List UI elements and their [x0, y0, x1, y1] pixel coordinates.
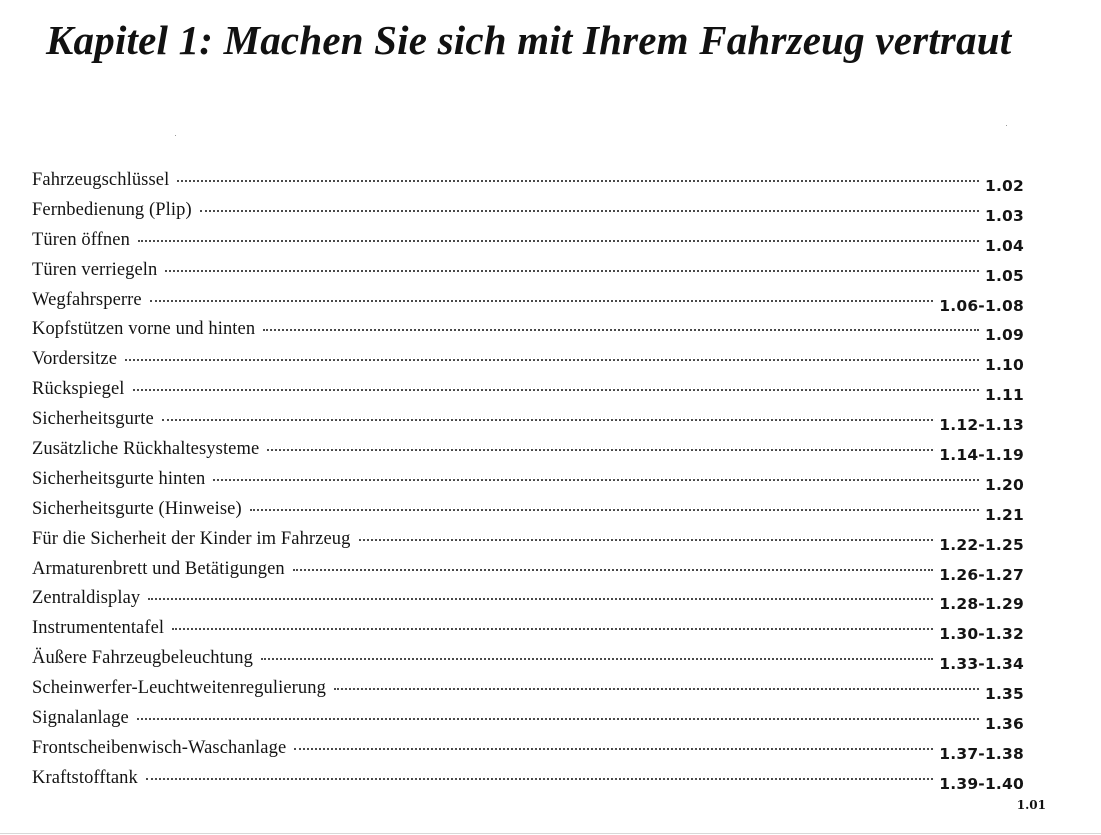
toc-entry-label: Äußere Fahrzeugbeleuchtung — [32, 648, 253, 669]
dot-leader — [334, 688, 979, 690]
toc-entry-page: 1.04 — [984, 236, 1024, 255]
scan-speck — [1006, 125, 1007, 126]
scan-edge — [0, 833, 1101, 834]
toc-entry — [32, 196, 1024, 226]
dot-leader — [165, 270, 979, 272]
dot-leader — [150, 300, 934, 302]
toc-entry-label: Zusätzliche Rückhaltesysteme — [32, 439, 260, 460]
toc-entry-label: Armaturenbrett und Betätigungen — [32, 558, 285, 579]
toc-entry-label: Kraftstofftank — [32, 767, 138, 788]
dot-leader — [133, 389, 979, 391]
toc-entry-label: Kopfstützen vorne und hinten — [32, 319, 256, 340]
dot-leader — [250, 509, 979, 511]
toc-entry-page: 1.33-1.34 — [939, 655, 1024, 674]
toc-entry — [32, 614, 1024, 644]
toc-entry-page: 1.09 — [984, 326, 1024, 345]
toc-entry-label: Sicherheitsgurte (Hinweise) — [32, 498, 242, 519]
toc-entry — [32, 286, 1024, 316]
toc-entry — [32, 525, 1024, 555]
toc-entry-page: 1.39-1.40 — [939, 774, 1024, 793]
dot-leader — [200, 210, 979, 212]
toc-entry-page: 1.10 — [984, 356, 1024, 375]
toc-entry — [32, 435, 1024, 465]
toc-entry — [32, 405, 1024, 435]
dot-leader — [162, 419, 933, 421]
toc-entry-page: 1.37-1.38 — [939, 744, 1024, 763]
toc-entry — [32, 555, 1024, 585]
toc-entry — [32, 674, 1024, 704]
dot-leader — [263, 329, 979, 331]
toc-entry-label: Fahrzeugschlüssel — [32, 170, 170, 190]
toc-entry-page: 1.03 — [984, 206, 1024, 225]
dot-leader — [359, 539, 934, 541]
toc-entry-label: Zentraldisplay — [32, 588, 141, 609]
toc-entry — [32, 734, 1024, 764]
toc-entry-label: Scheinwerfer-Leuchtweitenregulierung — [32, 678, 326, 699]
toc-entry-label: Sicherheitsgurte — [32, 409, 154, 430]
toc-entry — [32, 465, 1024, 495]
toc-entry-label: Vordersitze — [32, 349, 118, 370]
dot-leader — [294, 748, 933, 750]
dot-leader — [172, 628, 933, 630]
dot-leader — [125, 359, 979, 361]
toc-entry — [32, 764, 1024, 794]
toc-entry-page: 1.11 — [984, 386, 1024, 405]
toc-entry-label: Türen öffnen — [32, 229, 130, 250]
toc-entry-label: Frontscheibenwisch-Waschanlage — [32, 737, 287, 758]
toc-entry — [32, 315, 1024, 345]
dot-leader — [213, 479, 979, 481]
dot-leader — [137, 718, 979, 720]
toc-entry-label: Wegfahrsperre — [32, 289, 142, 310]
toc-entry-label: Instrumententafel — [32, 618, 165, 639]
toc-entry-page: 1.28-1.29 — [939, 595, 1024, 614]
dot-leader — [148, 598, 933, 600]
toc-entry-page: 1.20 — [984, 475, 1024, 494]
toc-entry-label: Sicherheitsgurte hinten — [32, 468, 206, 489]
toc-entry-page: 1.21 — [984, 505, 1024, 524]
dot-leader — [267, 449, 933, 451]
toc-entry — [32, 226, 1024, 256]
dot-leader — [293, 569, 933, 571]
toc-entry — [32, 704, 1024, 734]
toc-entry — [32, 495, 1024, 525]
toc-entry — [32, 375, 1024, 405]
toc-entry-page: 1.26-1.27 — [939, 565, 1024, 584]
dot-leader — [261, 658, 933, 660]
toc-entry — [32, 345, 1024, 375]
toc-entry-label: Für die Sicherheit der Kinder im Fahrzeug — [32, 528, 351, 549]
toc-entry-label: Rückspiegel — [32, 379, 125, 400]
dot-leader — [177, 180, 979, 182]
toc-entry-label: Signalanlage — [32, 708, 129, 729]
toc-entry-page: 1.22-1.25 — [939, 535, 1024, 554]
table-of-contents — [32, 166, 1024, 794]
toc-entry-page: 1.30-1.32 — [939, 625, 1024, 644]
toc-entry-page: 1.05 — [984, 266, 1024, 285]
toc-entry-label: Fernbedienung (Plip) — [32, 199, 192, 220]
toc-entry-page: 1.35 — [984, 685, 1024, 704]
dot-leader — [138, 240, 979, 242]
dot-leader — [146, 778, 933, 780]
page-number: 1.01 — [1016, 798, 1046, 812]
toc-entry — [32, 644, 1024, 674]
toc-entry — [32, 166, 1024, 196]
scan-speck — [175, 135, 176, 136]
toc-entry — [32, 584, 1024, 614]
toc-entry — [32, 256, 1024, 286]
toc-entry-page: 1.06-1.08 — [939, 296, 1024, 315]
toc-entry-page: 1.14-1.19 — [939, 446, 1024, 465]
chapter-title: Kapitel 1: Machen Sie sich mit Ihrem Fahrzeug vertraut — [46, 17, 1012, 63]
toc-entry-page: 1.02 — [984, 177, 1024, 195]
toc-entry-page: 1.12-1.13 — [939, 416, 1024, 435]
toc-entry-page: 1.36 — [984, 715, 1024, 734]
toc-entry-label: Türen verriegeln — [32, 259, 158, 280]
